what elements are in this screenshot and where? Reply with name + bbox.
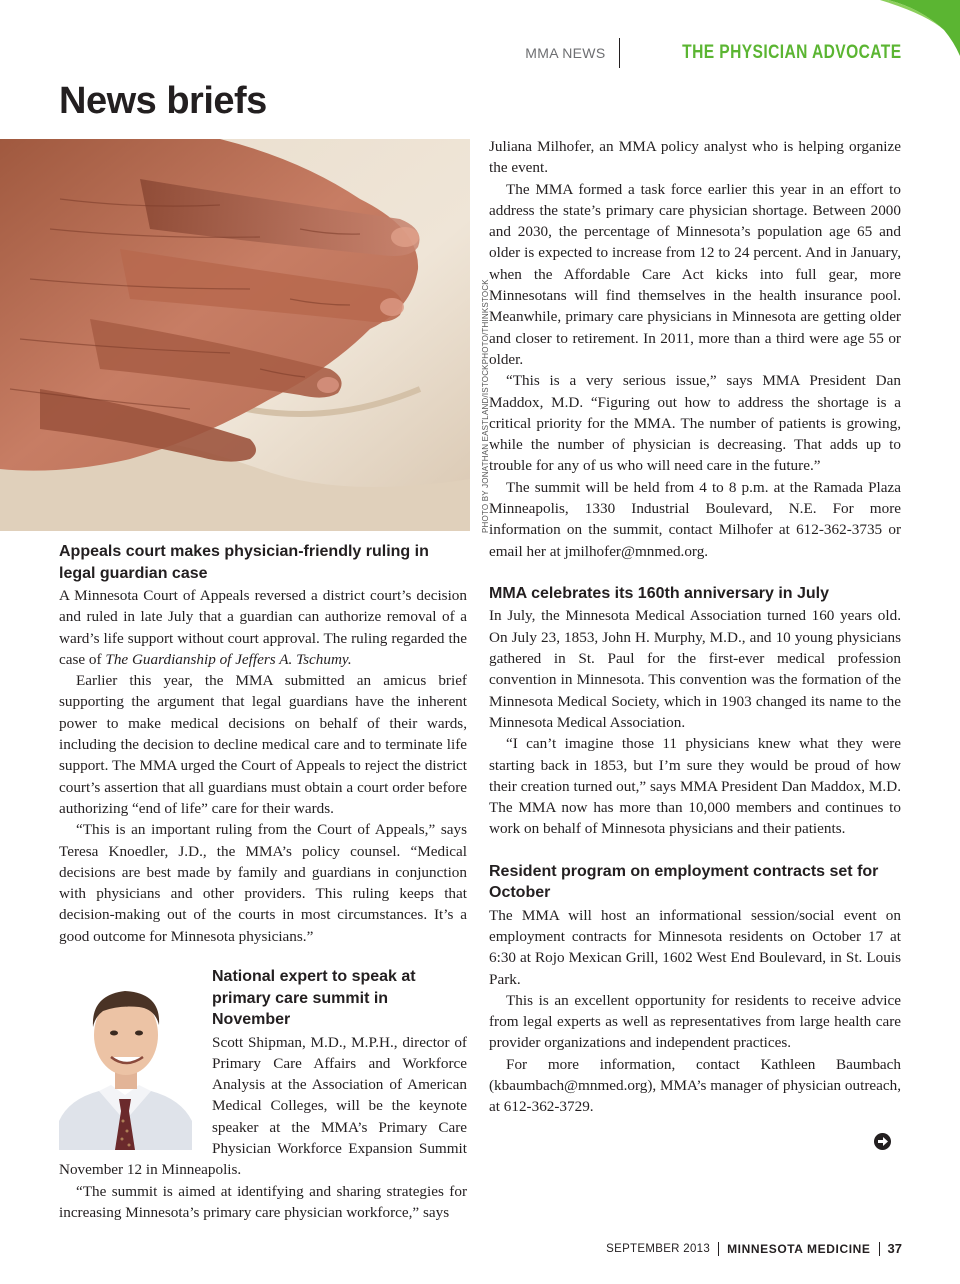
anniversary-paragraph-2: “I can’t imagine those 11 physicians knew what they were starting back in 1853, but I’m sure they would be proud of how their creation turned out,” says MMA President Dan Maddox, M.D. The MMA now has more than 10,000 members and continues to work on behalf of Minnesota physicians and their patients.	[489, 735, 901, 838]
appeals-paragraph-2: Earlier this year, the MMA submitted an amicus brief supporting the argument that legal guardians have the inherent power to make medical decisions on behalf of their wards, including the decision to decline medical care and to terminate life support. The MMA urged the Court of Appeals to reject the district court’s assertion that all guardians must obtain a court order before authorizing “end of life” care for their wards.	[59, 672, 467, 817]
article-appeals-court	[59, 541, 467, 947]
resident-headline: Resident program on employment contracts set for October	[489, 862, 879, 902]
anniversary-headline: MMA celebrates its 160th anniversary in July	[489, 584, 829, 602]
page-footer	[606, 1241, 902, 1256]
photo-credit: PHOTO BY JONATHAN EASTLAND/ISTOCKPHOTO/THINKSTOCK	[481, 279, 490, 533]
resident-paragraph-2: This is an excellent opportunity for residents to receive advice from legal experts as well as representatives from large health care provider organizations and independent practices.	[489, 991, 901, 1052]
header-divider	[619, 38, 620, 68]
expert-continued-paragraph-1: Juliana Milhofer, an MMA policy analyst who is helping organize the event.	[489, 138, 901, 177]
expert-paragraph-1: Scott Shipman, M.D., M.P.H., director of Primary Care Affairs and Workforce Analysis at the Association of American Medical Colleges, will be the keynote speaker at the MMA’s Primary Care Physician Workforce Expansion Summit November 12 in Minneapolis.	[59, 1033, 467, 1179]
footer-divider	[718, 1242, 719, 1256]
continue-arrow-icon[interactable]	[874, 1133, 891, 1150]
article-national-expert	[59, 966, 467, 1223]
magazine-name: MINNESOTA MEDICINE	[727, 1241, 871, 1256]
speaker-portrait	[59, 971, 192, 1150]
expert-paragraph-2: “The summit is aimed at identifying and sharing strategies for increasing Minnesota’s primary care physician workforce,” says	[59, 1182, 467, 1221]
appeals-paragraph-1: A Minnesota Court of Appeals reversed a district court’s decision and ruled in late July that a guardian can authorize removal of a ward’s life support without court approval. The ruling regarded the case of The Guardianship of Jeffers A. Tschumy.	[59, 587, 467, 668]
resident-paragraph-1: The MMA will host an informational session/social event on employment contracts for Minnesota residents on October 17 at 6:30 at Rojo Mexican Grill, 1602 West End Boulevard, in St. Louis Park.	[489, 906, 901, 988]
section-label: MMA NEWS	[525, 45, 606, 61]
expert-continued-paragraph-2: The MMA formed a task force earlier this year in an effort to address the state’s primary care physician shortage. Between 2000 and 2030, the percentage of Minnesota’s population age 65 and older is expected to increase from 12 to 24 percent. And in January, when the Affordable Care Act kicks into full gear, more Minnesotans will find themselves in the health insurance pool. Meanwhile, primary care physicians in Minnesota are getting older and closer to retirement. In 2011, more than a third were age 55 or older.	[489, 180, 901, 368]
running-header	[525, 38, 902, 68]
issue-date: SEPTEMBER 2013	[606, 1242, 711, 1255]
footer-divider	[879, 1242, 880, 1256]
hands-photo	[0, 139, 470, 531]
page-number: 37	[887, 1241, 902, 1256]
appeals-headline: Appeals court makes physician-friendly ruling in legal guardian case	[59, 543, 429, 582]
expert-continued-paragraph-3: “This is a very serious issue,” says MMA President Dan Maddox, M.D. “Figuring out how to address the shortage is a critical priority for the MMA. The number of patients is growing, while the number of physician is decreasing. That adds up to trouble for any of us who will need care in the future.”	[489, 372, 901, 475]
resident-paragraph-3: For more information, contact Kathleen Baumbach (kbaumbach@mnmed.org), MMA’s manager of physician outreach, at 612-362-3729.	[489, 1055, 901, 1116]
page-title: News briefs	[59, 80, 267, 122]
magazine-section-title: THE PHYSICIAN ADVOCATE	[682, 42, 902, 63]
expert-continued-paragraph-4: The summit will be held from 4 to 8 p.m. at the Ramada Plaza Minneapolis, 1330 Industrial Boulevard, N.E. For more information on the summit, contact Milhofer at 612-362-3735 or email her at jmilhofer@mnmed.org.	[489, 478, 901, 560]
expert-headline: National expert to speak at primary care summit in November	[212, 968, 416, 1028]
appeals-paragraph-3: “This is an important ruling from the Court of Appeals,” says Teresa Knoedler, J.D., the MMA’s policy counsel. “Medical decisions are best made by family and guardians in conjunction with physicians and other providers. This ruling keeps that decision-making out of the courts in most circumstances. It’s a good outcome for Minnesota physicians.”	[59, 821, 467, 945]
anniversary-paragraph-1: In July, the Minnesota Medical Association turned 160 years old. On July 23, 1853, John H. Murphy, M.D., and 10 young physicians gathered in St. Paul for the first-ever medical profession convention in Minnesota. This convention was the formation of the Minnesota Medical Society, which in 1903 changed its name to the Minnesota Medical Association.	[489, 607, 901, 731]
right-column	[489, 136, 901, 1118]
case-name: The Guardianship of Jeffers A. Tschumy.	[105, 650, 352, 668]
